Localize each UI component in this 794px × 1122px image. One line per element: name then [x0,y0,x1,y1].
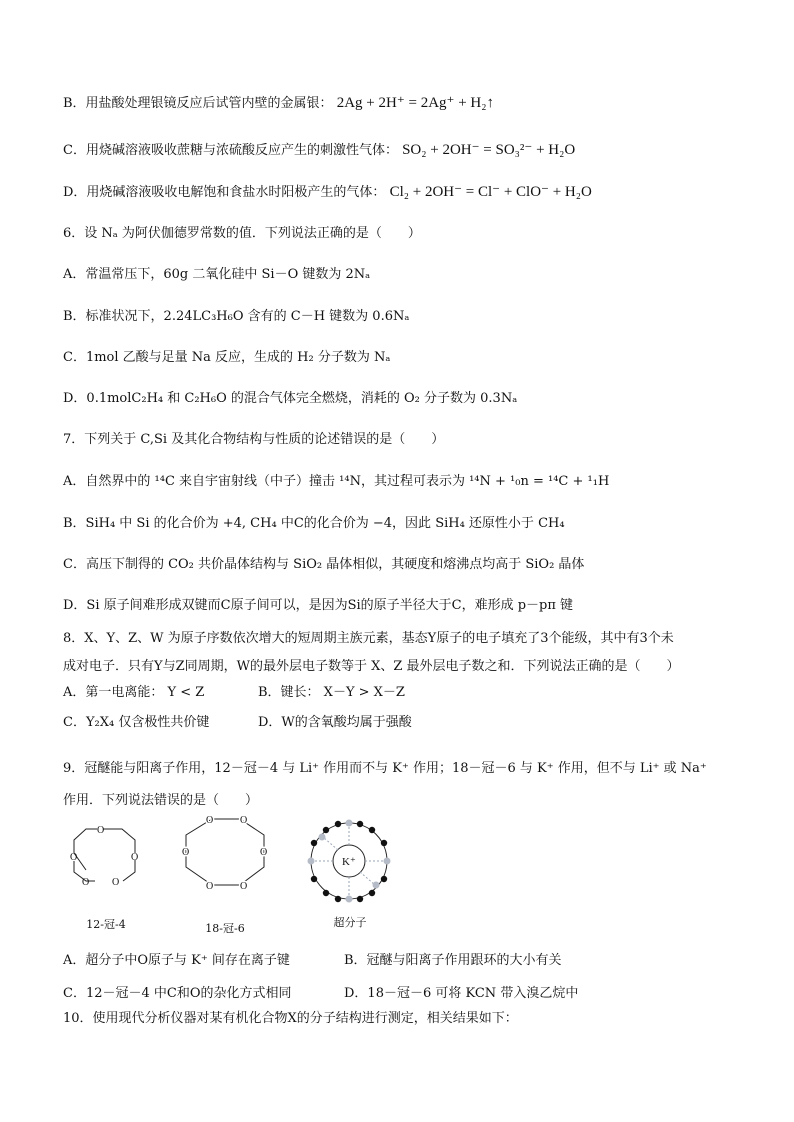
q7-option-a: A．自然界中的 ¹⁴C 来自宇宙射线（中子）撞击 ¹⁴N，其过程可表示为 ¹⁴N + ¹₀n = ¹⁴C + ¹₁H [63,474,610,489]
q5-option-c [63,141,575,160]
q8-option-b: B．键长： X－Y > X－Z [258,685,405,700]
q8-stem-line1: 8．X、Y、Z、W 为原子序数依次增大的短周期主族元素，基态Y原子的电子填充了3个能级，其中有3个未 [63,631,674,646]
q8-options-row1 [63,684,204,702]
q5-option-b-text: B．用盐酸处理银镜反应后试管内壁的金属银： [63,96,333,111]
q5-option-d [63,183,592,202]
q8-option-c: C．Y₂X₄ 仅含极性共价键 [63,715,210,730]
18-crown-6-oxygen-3: O [260,847,268,858]
fig-12-crown-4-label: 12-冠-4 [86,918,126,931]
18-crown-6-oxygen-2: O [240,815,248,826]
fig-supramolecule-label: 超分子 [333,916,367,929]
q7-option-c: C．高压下制得的 CO₂ 共价晶体结构与 SiO₂ 晶体相似，其硬度和熔沸点均高于 SiO₂ 晶体 [63,557,585,572]
fig-18-crown-6-label: 18-冠-6 [205,922,245,935]
18-crown-6-oxygen-4: O [240,881,248,892]
q9-stem-line2: 作用．下列说法错误的是（ ） [63,793,259,808]
q6-option-b: B．标准状况下，2.24LC₃H₆O 含有的 C－H 键数为 0.6Nₐ [63,309,410,324]
q5-option-d-formula: Cl₂ + 2OH⁻ = Cl⁻ + ClO⁻ + H₂O [389,184,592,200]
q8-stem-line2: 成对电子．只有Y与Z同周期，W的最外层电子数等于 X、Z 最外层电子数之和．下列说法正确的是（ ） [63,659,680,674]
supramolecule-cation: K⁺ [342,856,356,868]
18-crown-6-oxygen-5: O [206,881,214,892]
q10-stem: 10．使用现代分析仪器对某有机化合物X的分子结构进行测定，相关结果如下： [63,1011,518,1026]
q9-option-c: C．12－冠－4 中C和O的杂化方式相同 [63,986,292,1001]
12-crown-4-oxygen-right: O [131,852,139,863]
q5-option-c-formula: SO₂ + 2OH⁻ = SO₃²⁻ + H₂O [402,142,576,158]
q6-option-a: A．常温常压下，60g 二氧化硅中 Si－O 键数为 2Nₐ [63,267,371,282]
q9-option-d: D．18－冠－6 可将 KCN 带入溴乙烷中 [344,986,579,1001]
q7-option-b: B．SiH₄ 中 Si 的化合价为 +4, CH₄ 中C的化合价为 −4，因此 SiH₄ 还原性小于 CH₄ [63,516,565,531]
q7-option-d: D．Si 原子间难形成双键而C原子间可以，是因为Si的原子半径大于C，难形成 p－pπ 键 [63,598,574,613]
12-crown-4-structure [70,825,138,888]
12-crown-4-oxygen-top: O [97,825,105,836]
q5-option-b-formula: 2Ag + 2H⁺ = 2Ag⁺ + H₂↑ [336,95,494,111]
supramolecule-structure [308,820,391,903]
q9-option-b: B．冠醚与阳离子作用跟环的大小有关 [344,953,562,968]
12-crown-4-oxygen-bottom: O [112,877,120,888]
18-crown-6-structure [182,815,267,892]
q9-option-a: A．超分子中O原子与 K⁺ 间存在离子键 [63,953,290,968]
12-crown-4-oxygen-left: O [70,852,78,863]
q5-option-b [63,94,494,113]
q8-option-d: D．W的含氧酸均属于强酸 [258,715,412,730]
q8-option-a: A．第一电离能： Y < Z [63,685,205,700]
18-crown-6-oxygen-1: O [206,815,214,826]
q6-option-d: D．0.1molC₂H₄ 和 C₂H₆O 的混合气体完全燃烧，消耗的 O₂ 分子数为 0.3Nₐ [63,391,518,406]
18-crown-6-oxygen-6: O [182,847,190,858]
12-crown-4-oxygen-mid: O [82,877,90,888]
q5-option-d-text: D．用烧碱溶液吸收电解饱和食盐水时阳极产生的气体： [63,185,386,200]
q5-option-c-text: C．用烧碱溶液吸收蔗糖与浓硫酸反应产生的刺激性气体： [63,143,398,158]
q7-stem: 7．下列关于 C,Si 及其化合物结构与性质的论述错误的是（ ） [63,432,445,447]
q6-option-c: C．1mol 乙酸与足量 Na 反应，生成的 H₂ 分子数为 Nₐ [63,350,391,365]
q6-stem: 6．设 Nₐ 为阿伏伽德罗常数的值．下列说法正确的是（ ） [63,226,421,241]
q9-stem-line1: 9．冠醚能与阳离子作用，12－冠－4 与 Li⁺ 作用而不与 K⁺ 作用；18－冠－6 与 K⁺ 作用，但不与 Li⁺ 或 Na⁺ [63,761,707,776]
